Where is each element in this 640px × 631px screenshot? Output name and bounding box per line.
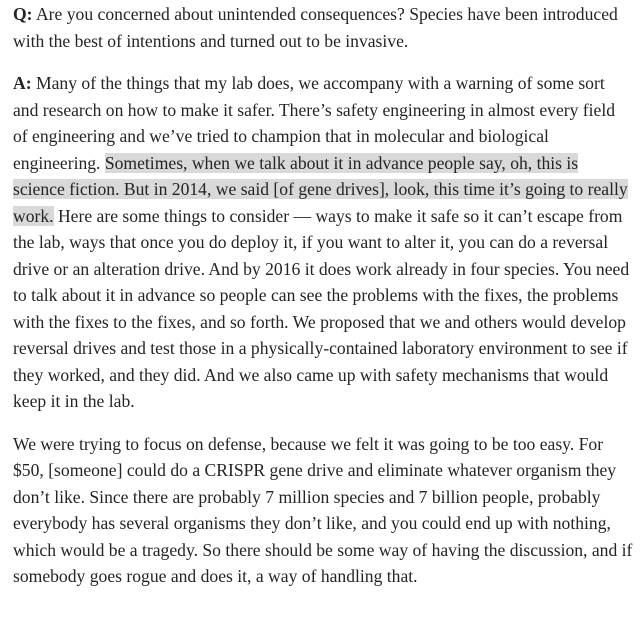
answer-continued-text: We were trying to focus on defense, because we felt it was going to be too easy. For $50, [someone] could do a CRISPR gene drive and eliminate whatever organism they don’t like. Since there are probably 7 million species and 7 billion people, probably everybody has several organisms they don’t like, and you could end up with nothing, which would be a tragedy. So there should be some way of having the discussion, and if somebody goes rogue and does it, a way of handling that.: [13, 433, 633, 586]
answer-text-before: Many of the things that my lab does, we accompany with a warning of some sort and research on how to make it safer. There’s safety engineering in almost every field of engineering and we’ve tried to champion that in molecular and biological engineering.: [13, 73, 616, 173]
answer-label: A:: [13, 73, 32, 93]
answer-paragraph: [13, 70, 633, 415]
answer-continued-paragraph: [13, 431, 633, 590]
question-text: Are you concerned about unintended consequences? Species have been introduced with the best of intentions and turned out to be invasive.: [13, 4, 618, 51]
answer-text-after: Here are some things to consider — ways to make it safe so it can’t escape from the lab, ways that once you do deploy it, if you want to alter it, you can do a reversal drive or an alteration drive. And by 2016 it does work already in four species. You need to talk about it in advance so people can see the problems with the fixes, the problems with the fixes to the fixes, and so forth. We proposed that we and others would develop reversal drives and test those in a physically-contained laboratory environment to see if they worked, and they did. And we also came up with safety mechanisms that would keep it in the lab.: [13, 205, 630, 411]
question-label: Q:: [13, 4, 33, 24]
highlighted-quote[interactable]: Sometimes, when we talk about it in advance people say, oh, this is science fiction. But in 2014, we said [of gene drives], look, this time it’s going to really work.: [13, 152, 628, 226]
article-body: [13, 0, 633, 590]
question-paragraph: [13, 1, 633, 54]
